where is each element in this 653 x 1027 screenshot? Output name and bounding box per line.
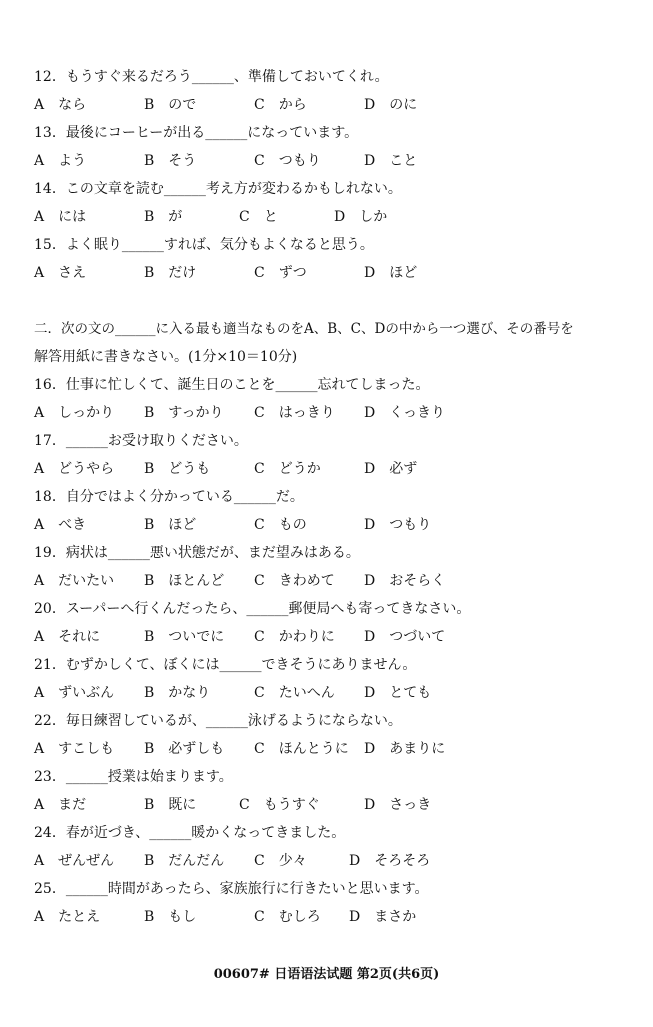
option-a: A だいたい — [34, 573, 115, 589]
option-d: D つづいて — [364, 629, 446, 645]
option-b: B ほとんど — [144, 573, 225, 589]
option-a: A ずいぶん — [34, 685, 115, 701]
question-18: 18．自分ではよく分かっている______だ。 — [34, 489, 304, 505]
option-d: D のに — [364, 97, 418, 113]
option-d: D こと — [364, 153, 418, 169]
option-d: D まさか — [349, 909, 417, 925]
option-c: C ずつ — [254, 265, 307, 281]
option-d: D そろそろ — [349, 853, 431, 869]
option-c: C きわめて — [254, 573, 335, 589]
option-a: A たとえ — [34, 909, 101, 925]
option-c: C もうすぐ — [239, 797, 320, 813]
option-a: A しっかり — [34, 405, 115, 421]
option-b: B 既に — [144, 797, 197, 813]
option-c: C 少々 — [254, 853, 307, 869]
option-a: A ぜんぜん — [34, 853, 115, 869]
option-d: D つもり — [364, 517, 432, 533]
question-19: 19．病状は______悪い状態だが、まだ望みはある。 — [34, 545, 360, 561]
option-a: A それに — [34, 629, 101, 645]
option-b: B そう — [144, 153, 197, 169]
question-25: 25．______時間があったら、家族旅行に行きたいと思います。 — [34, 881, 429, 897]
option-b: B 必ずしも — [144, 741, 225, 757]
option-b: B かなり — [144, 685, 211, 701]
option-c: C から — [254, 97, 307, 113]
option-d: D さっき — [364, 797, 432, 813]
question-22: 22．毎日練習しているが、______泳げるようにならない。 — [34, 713, 402, 729]
option-a: A なら — [34, 97, 87, 113]
section-2-instructions: 二．次の文の______に入る最も適当なものをA、B、C、Dの中から一つ選び、その番号を — [34, 321, 574, 337]
question-24: 24．春が近づき、______暖かくなってきました。 — [34, 825, 346, 841]
option-a: A べき — [34, 517, 87, 533]
option-c: C むしろ — [254, 909, 321, 925]
option-d: D 必ず — [364, 461, 418, 477]
option-b: B ほど — [144, 517, 197, 533]
question-15: 15．よく眠り______すれば、気分もよくなると思う。 — [34, 237, 374, 253]
option-b: B ので — [144, 97, 197, 113]
option-c: C はっきり — [254, 405, 335, 421]
question-21: 21．むずかしくて、ぼくには______できそうにありません。 — [34, 657, 417, 673]
question-14: 14．この文章を読む______考え方が変わるかもしれない。 — [34, 181, 402, 197]
question-23: 23．______授業は始まります。 — [34, 769, 233, 785]
option-a: A どうやら — [34, 461, 115, 477]
option-b: B が — [144, 209, 183, 225]
option-a: A まだ — [34, 797, 87, 813]
option-b: B すっかり — [144, 405, 224, 421]
option-c: C どうか — [254, 461, 321, 477]
question-13: 13．最後にコーヒーが出る______になっています。 — [34, 125, 359, 141]
option-a: A には — [34, 209, 87, 225]
option-c: C と — [239, 209, 278, 225]
option-d: D とても — [364, 685, 432, 701]
question-16: 16．仕事に忙しくて、誕生日のことを______忘れてしまった。 — [34, 377, 430, 393]
option-b: B だんだん — [144, 853, 225, 869]
option-d: D しか — [334, 209, 388, 225]
question-17: 17．______お受け取りください。 — [34, 433, 248, 449]
option-b: B ついでに — [144, 629, 225, 645]
option-d: D あまりに — [364, 741, 446, 757]
option-a: A さえ — [34, 265, 87, 281]
option-c: C かわりに — [254, 629, 335, 645]
option-d: D くっきり — [364, 405, 445, 421]
option-b: B もし — [144, 909, 197, 925]
option-c: C たいへん — [254, 685, 335, 701]
page-footer: 00607# 日语语法试题 第2页(共6页) — [213, 967, 440, 982]
option-b: B だけ — [144, 265, 197, 281]
option-d: D ほど — [364, 265, 418, 281]
question-20: 20．スーパーへ行くんだったら、______郵便局へも寄ってきなさい。 — [34, 601, 471, 617]
section-2-score: 解答用紙に書きなさい。(1分×10＝10分) — [34, 349, 298, 365]
option-d: D おそらく — [364, 573, 446, 589]
option-c: C もの — [254, 517, 307, 533]
option-a: A すこしも — [34, 741, 115, 757]
option-c: C つもり — [254, 153, 321, 169]
option-a: A よう — [34, 153, 87, 169]
option-b: B どうも — [144, 461, 211, 477]
question-12: 12．もうすぐ来るだろう______、準備しておいてくれ。 — [34, 69, 389, 85]
option-c: C ほんとうに — [254, 741, 349, 757]
